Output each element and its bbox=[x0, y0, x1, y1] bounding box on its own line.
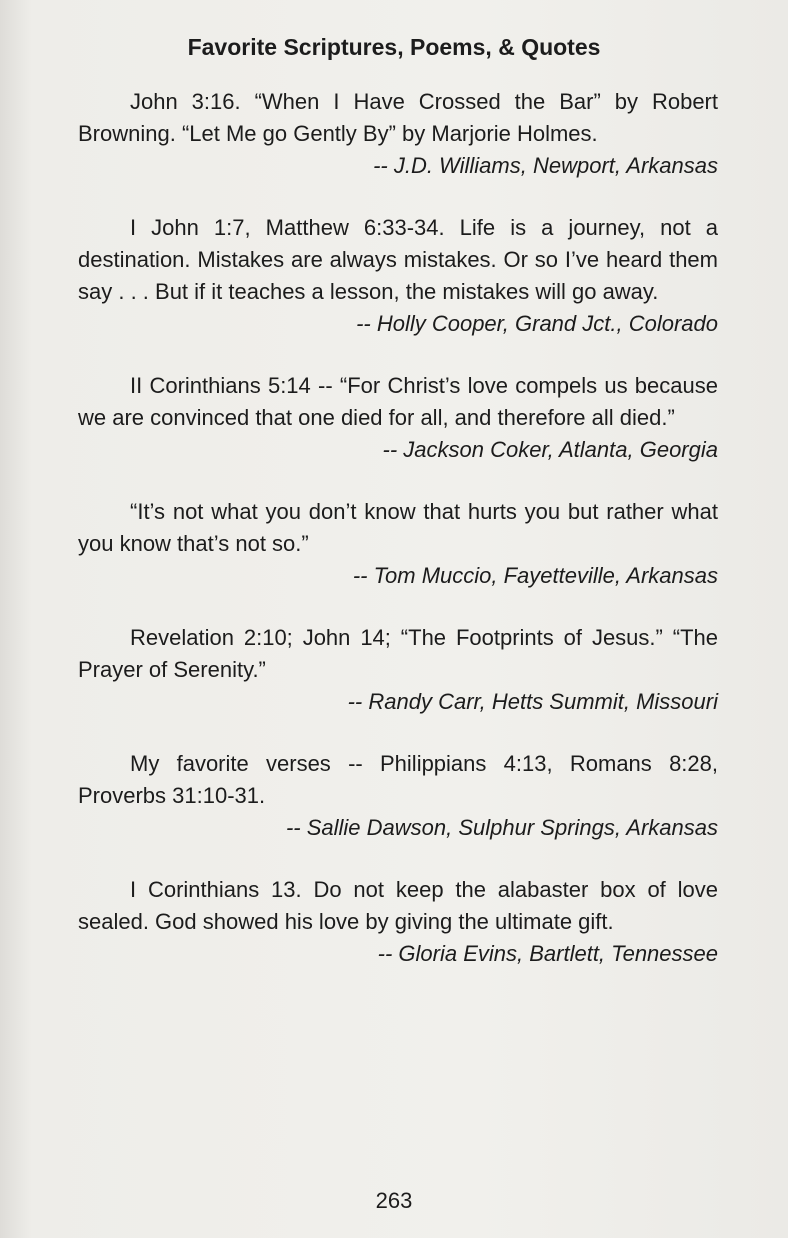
entry-text: I John 1:7, Matthew 6:33-34. Life is a journey, not a destination. Mistakes are always mistakes. Or so I’ve heard them say . . . But if it teaches a lesson, the mistakes will go away. bbox=[78, 215, 718, 304]
entry-text: My favorite verses -- Philippians 4:13, Romans 8:28, Proverbs 31:10-31. bbox=[78, 751, 718, 808]
list-item bbox=[78, 622, 718, 718]
list-item bbox=[78, 86, 718, 182]
list-item bbox=[78, 212, 718, 340]
entry-attribution: -- Jackson Coker, Atlanta, Georgia bbox=[382, 437, 718, 462]
entry-attribution: -- Holly Cooper, Grand Jct., Colorado bbox=[356, 311, 718, 336]
list-item bbox=[78, 748, 718, 844]
entry-text: “It’s not what you don’t know that hurts you but rather what you know that’s not so.” bbox=[78, 499, 718, 556]
entry-text: John 3:16. “When I Have Crossed the Bar” by Robert Browning. “Let Me go Gently By” by Marjorie Holmes. bbox=[78, 89, 718, 146]
entry-attribution: -- Gloria Evins, Bartlett, Tennessee bbox=[377, 941, 718, 966]
page-title: Favorite Scriptures, Poems, & Quotes bbox=[187, 34, 601, 60]
list-item bbox=[78, 370, 718, 466]
page-number: 263 bbox=[375, 1188, 413, 1213]
entry-attribution: -- Randy Carr, Hetts Summit, Missouri bbox=[347, 689, 718, 714]
entries-list bbox=[78, 86, 718, 1000]
entry-attribution: -- Sallie Dawson, Sulphur Springs, Arkansas bbox=[285, 815, 718, 840]
entry-attribution: -- Tom Muccio, Fayetteville, Arkansas bbox=[352, 563, 718, 588]
entry-text: I Corinthians 13. Do not keep the alabaster box of love sealed. God showed his love by giving the ultimate gift. bbox=[78, 877, 718, 934]
list-item bbox=[78, 496, 718, 592]
list-item bbox=[78, 874, 718, 970]
entry-text: Revelation 2:10; John 14; “The Footprints of Jesus.” “The Prayer of Serenity.” bbox=[78, 625, 718, 682]
entry-attribution: -- J.D. Williams, Newport, Arkansas bbox=[373, 153, 718, 178]
entry-text: II Corinthians 5:14 -- “For Christ’s love compels us because we are convinced that one died for all, and therefore all died.” bbox=[78, 373, 718, 430]
